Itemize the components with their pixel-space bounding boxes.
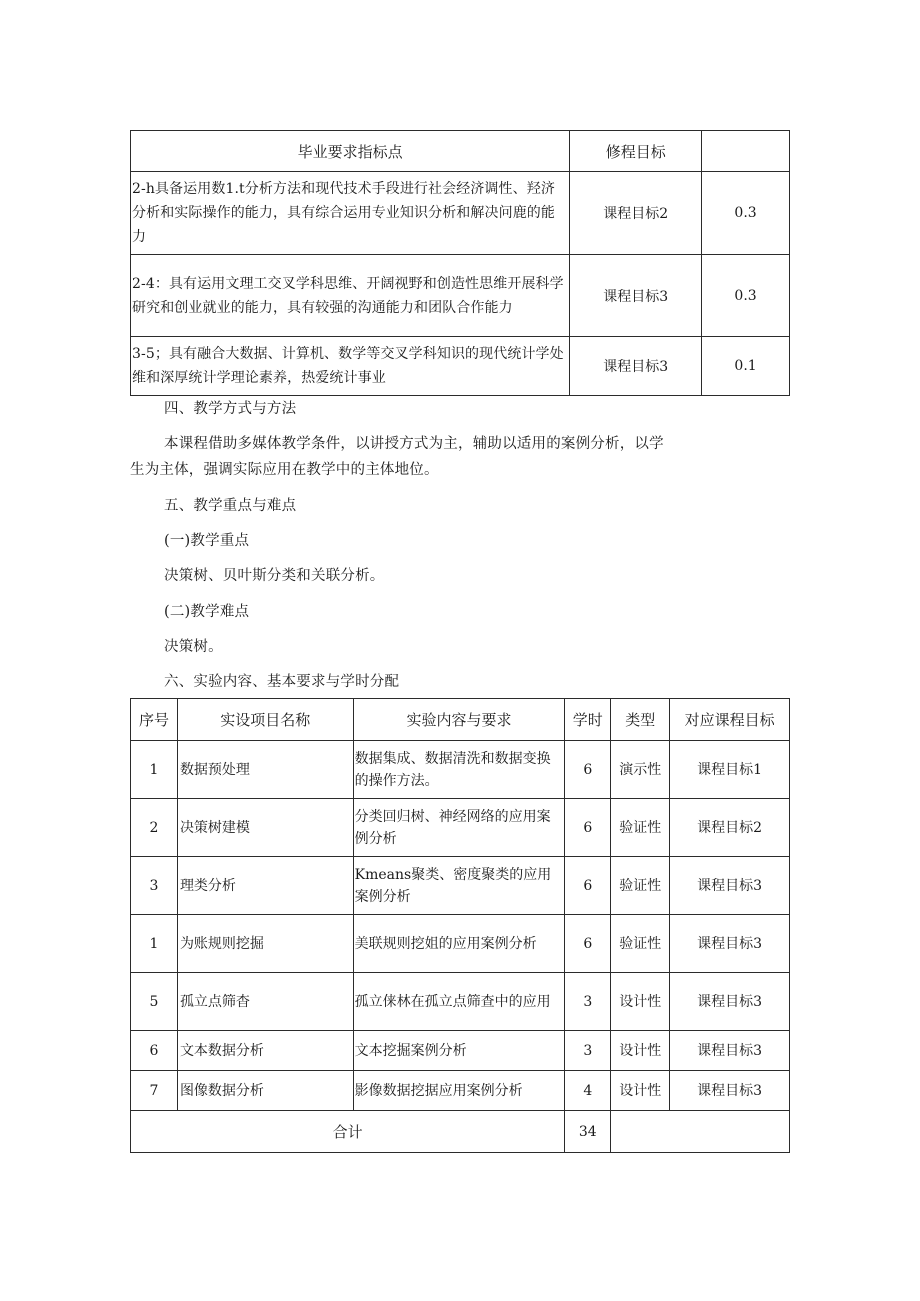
project-type: 演示性	[611, 741, 670, 799]
project-content: 孤立俫林在孤立点筛查中的应用	[353, 973, 565, 1031]
project-content: 数据集成、数据清洗和数据变换的操作方法。	[353, 741, 565, 799]
header-hours: 学时	[565, 699, 611, 741]
total-label: 合计	[131, 1111, 565, 1153]
project-name: 文本数据分析	[177, 1031, 353, 1071]
project-hours: 6	[565, 915, 611, 973]
header-requirement: 毕业要求指标点	[131, 131, 570, 172]
project-type: 验证性	[611, 857, 670, 915]
total-hours: 34	[565, 1111, 611, 1153]
header-course-goal: 对应课程目标	[670, 699, 790, 741]
header-content: 实验内容与要求	[353, 699, 565, 741]
row-number: 1	[131, 741, 178, 799]
project-hours: 4	[565, 1071, 611, 1111]
project-type: 设计性	[611, 973, 670, 1031]
project-type: 设计性	[611, 1071, 670, 1111]
course-goal: 课程目标3	[570, 337, 702, 396]
header-number: 序号	[131, 699, 178, 741]
table-header-row	[131, 699, 790, 741]
requirement-text: 2-4：具有运用文理工交叉学科思维、开阔视野和创造性思维开展科学研究和创业就业的能力，具有较强的沟通能力和团队合作能力	[131, 255, 570, 337]
requirements-table	[130, 130, 790, 396]
project-type: 验证性	[611, 915, 670, 973]
table-row	[131, 857, 790, 915]
section4-heading: 四、教学方式与方法	[164, 401, 297, 417]
table-row	[131, 1031, 790, 1071]
project-goal: 课程目标3	[670, 857, 790, 915]
project-goal: 课程目标2	[670, 799, 790, 857]
row-number: 3	[131, 857, 178, 915]
row-number: 5	[131, 973, 178, 1031]
course-goal: 课程目标3	[570, 255, 702, 337]
project-name: 数据预处理	[177, 741, 353, 799]
project-content: 影像数据挖据应用案例分析	[353, 1071, 565, 1111]
row-number: 6	[131, 1031, 178, 1071]
project-name: 决策树建模	[177, 799, 353, 857]
section4-paragraph-line2: 生为主体，强调实际应用在教学中的主体地位。	[130, 462, 439, 478]
project-goal: 课程目标3	[670, 915, 790, 973]
project-content: Kmeans聚类、密度聚类的应用案例分析	[353, 857, 565, 915]
header-course-goal: 修程目标	[570, 131, 702, 172]
project-name: 图像数据分析	[177, 1071, 353, 1111]
experiments-table	[130, 698, 790, 1153]
section6-heading: 六、实验内容、基本要求与学时分配	[164, 674, 400, 690]
row-number: 2	[131, 799, 178, 857]
difficulties-subheading: (二)教学难点	[164, 604, 250, 620]
weight-value: 0.3	[702, 172, 790, 255]
difficulties-text: 决策树。	[164, 639, 223, 655]
header-project-name: 实设项目名称	[177, 699, 353, 741]
project-content: 文本挖掘案例分析	[353, 1031, 565, 1071]
project-goal: 课程目标3	[670, 973, 790, 1031]
row-number: 1	[131, 915, 178, 973]
project-content: 美联规则挖姐的应用案例分析	[353, 915, 565, 973]
project-hours: 3	[565, 1031, 611, 1071]
project-hours: 6	[565, 799, 611, 857]
project-hours: 6	[565, 741, 611, 799]
project-goal: 课程目标3	[670, 1031, 790, 1071]
project-goal: 课程目标1	[670, 741, 790, 799]
table-row	[131, 741, 790, 799]
project-goal: 课程目标3	[670, 1071, 790, 1111]
project-name: 为账规则挖掘	[177, 915, 353, 973]
project-name: 孤立点筛杳	[177, 973, 353, 1031]
table-row	[131, 337, 790, 396]
total-empty	[611, 1111, 790, 1153]
header-type: 类型	[611, 699, 670, 741]
table-row	[131, 172, 790, 255]
project-type: 验证性	[611, 799, 670, 857]
key-points-text: 决策树、贝叶斯分类和关联分析。	[164, 568, 385, 584]
requirement-text: 2-h具备运用数1.t分析方法和现代技术手段进行社会经济调性、羟济分析和实际操作的能力，具有综合运用专业知识分析和解决问鹿的能力	[131, 172, 570, 255]
requirement-text: 3-5；具有融合大数据、计算机、数学等交叉学科知识的现代统计学处维和深厚统计学理论素养，热爱统计事业	[131, 337, 570, 396]
total-row	[131, 1111, 790, 1153]
section4-paragraph-line1: 本课程借助多媒体教学条件，以讲授方式为主，辅助以适用的案例分析，以学	[164, 436, 664, 452]
table-row	[131, 1071, 790, 1111]
row-number: 7	[131, 1071, 178, 1111]
project-type: 设计性	[611, 1031, 670, 1071]
project-hours: 6	[565, 857, 611, 915]
table-row	[131, 799, 790, 857]
weight-value: 0.3	[702, 255, 790, 337]
course-goal: 课程目标2	[570, 172, 702, 255]
table-row	[131, 973, 790, 1031]
weight-value: 0.1	[702, 337, 790, 396]
project-content: 分类回归树、神经网络的应用案例分析	[353, 799, 565, 857]
project-hours: 3	[565, 973, 611, 1031]
section5-heading: 五、教学重点与难点	[164, 498, 297, 514]
header-weight	[702, 131, 790, 172]
table-row	[131, 915, 790, 973]
key-points-subheading: (一)教学重点	[164, 533, 250, 549]
table-row	[131, 255, 790, 337]
table-header-row	[131, 131, 790, 172]
project-name: 理类分析	[177, 857, 353, 915]
